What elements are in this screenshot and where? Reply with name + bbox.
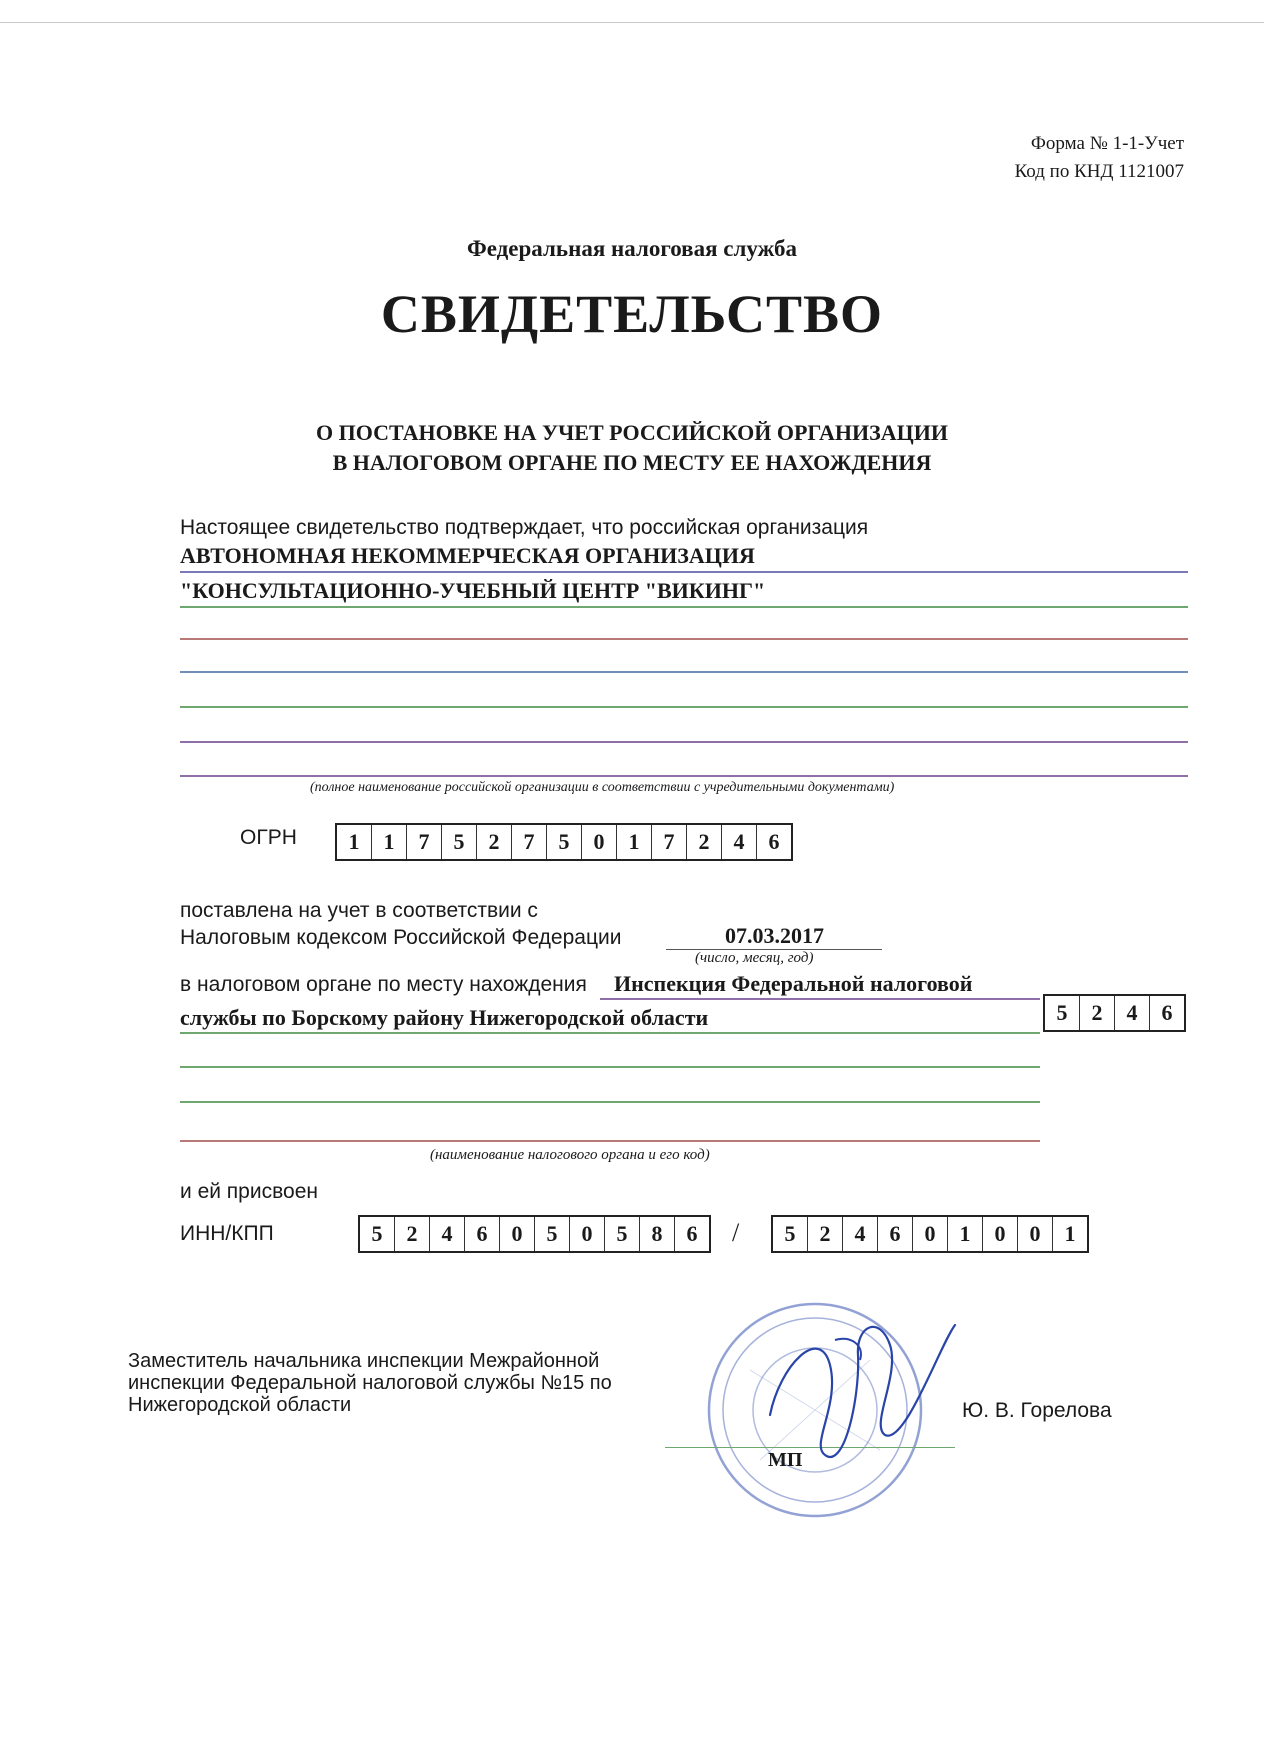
inn-digit: 5: [535, 1217, 570, 1251]
org-rule-7: [180, 775, 1188, 777]
ogrn-digit: 2: [687, 825, 722, 859]
position-line-2: инспекции Федеральной налоговой службы №15 по: [128, 1372, 612, 1394]
org-rule-5: [180, 706, 1188, 708]
tax-office-name-2: службы по Борскому району Нижегородской области: [180, 1005, 709, 1030]
inn-digit: 4: [430, 1217, 465, 1251]
inn-cells: [358, 1215, 711, 1253]
ogrn-digit: 7: [652, 825, 687, 859]
inn-digit: 0: [500, 1217, 535, 1251]
stamp-place-mp: МП: [768, 1449, 803, 1471]
ogrn-digit: 5: [442, 825, 477, 859]
tax-rule-3: [180, 1066, 1040, 1068]
scan-edge-rule: [0, 22, 1264, 23]
ogrn-digit: 1: [337, 825, 372, 859]
registration-line-2: Налоговым кодексом Российской Федерации: [180, 926, 622, 949]
tax-office-code-digit: 6: [1161, 1000, 1173, 1025]
ogrn-label: ОГРН: [240, 826, 297, 849]
org-rule-2: [180, 606, 1188, 608]
org-rule-4: [180, 671, 1188, 673]
kpp-cells: [771, 1215, 1089, 1253]
org-rule-6: [180, 741, 1188, 743]
tax-office-code-digit: 2: [1080, 996, 1115, 1030]
kpp-digit: 4: [843, 1217, 878, 1251]
inn-digit: 5: [605, 1217, 640, 1251]
signatory-name: Ю. В. Горелова: [962, 1399, 1112, 1422]
tax-office-code-digit: 5: [1045, 996, 1080, 1030]
agency-name: Федеральная налоговая служба: [467, 236, 797, 261]
date-caption: (число, месяц, год): [695, 950, 814, 966]
kpp-digit: 0: [1018, 1217, 1053, 1251]
ogrn-digit: 5: [547, 825, 582, 859]
subtitle-line-1: О ПОСТАНОВКЕ НА УЧЕТ РОССИЙСКОЙ ОРГАНИЗАЦИИ: [316, 420, 948, 445]
ogrn-digit: 1: [617, 825, 652, 859]
inn-digit: 5: [360, 1217, 395, 1251]
tax-office-label: в налоговом органе по месту нахождения: [180, 973, 587, 996]
ogrn-digit: 4: [722, 825, 757, 859]
document-title: СВИДЕТЕЛЬСТВО: [380, 284, 884, 344]
kpp-digit: 1: [948, 1217, 983, 1251]
tax-office-name-1: Инспекция Федеральной налоговой: [614, 971, 973, 996]
knd-code: Код по КНД 1121007: [1014, 161, 1184, 182]
tax-rule-4: [180, 1101, 1040, 1103]
ogrn-digit: 6: [768, 829, 780, 854]
form-header: [1015, 130, 1184, 186]
ogrn-digit: 7: [407, 825, 442, 859]
position-line-1: Заместитель начальника инспекции Межрайонной: [128, 1350, 600, 1372]
signatory-position: [128, 1350, 612, 1416]
ogrn-digit: 2: [477, 825, 512, 859]
ogrn-cells: [335, 823, 793, 861]
inn-digit: 0: [570, 1217, 605, 1251]
kpp-digit: 2: [808, 1217, 843, 1251]
kpp-digit: 6: [878, 1217, 913, 1251]
kpp-digit: 0: [913, 1217, 948, 1251]
inn-kpp-separator: /: [732, 1218, 740, 1247]
inn-kpp-label: ИНН/КПП: [180, 1222, 274, 1245]
intro-text: Настоящее свидетельство подтверждает, что российская организация: [180, 516, 869, 539]
tax-office-caption: (наименование налогового органа и его код): [430, 1147, 710, 1163]
registration-line-1: поставлена на учет в соответствии с: [180, 899, 538, 922]
tax-rule-1: [600, 998, 1040, 1000]
form-number: Форма № 1-1-Учет: [1030, 133, 1184, 154]
kpp-digit: 1: [1064, 1221, 1076, 1246]
inn-digit: 2: [395, 1217, 430, 1251]
position-line-3: Нижегородской области: [128, 1394, 352, 1416]
org-rule-1: [180, 571, 1188, 573]
tax-rule-2: [180, 1032, 1040, 1034]
kpp-digit: 5: [773, 1217, 808, 1251]
ogrn-digit: 0: [582, 825, 617, 859]
org-name-line-2: "КОНСУЛЬТАЦИОННО-УЧЕБНЫЙ ЦЕНТР "ВИКИНГ": [180, 578, 766, 603]
inn-digit: 6: [686, 1221, 698, 1246]
ogrn-digit: 7: [512, 825, 547, 859]
subtitle-line-2: В НАЛОГОВОМ ОРГАНЕ ПО МЕСТУ ЕЕ НАХОЖДЕНИЯ: [332, 450, 932, 475]
tax-office-code-cells: [1043, 994, 1186, 1032]
registration-date: 07.03.2017: [725, 923, 824, 948]
org-name-line-1: АВТОНОМНАЯ НЕКОММЕРЧЕСКАЯ ОРГАНИЗАЦИЯ: [180, 543, 755, 568]
ogrn-digit: 1: [372, 825, 407, 859]
tax-office-code-digit: 4: [1115, 996, 1150, 1030]
tax-rule-5: [180, 1140, 1040, 1142]
kpp-digit: 0: [983, 1217, 1018, 1251]
inn-digit: 8: [640, 1217, 675, 1251]
inn-digit: 6: [465, 1217, 500, 1251]
org-caption: (полное наименование российской организации в соответствии с учредительными документами): [310, 780, 895, 795]
org-rule-3: [180, 638, 1188, 640]
document-subtitle: [0, 418, 1264, 478]
assigned-label: и ей присвоен: [180, 1180, 318, 1203]
